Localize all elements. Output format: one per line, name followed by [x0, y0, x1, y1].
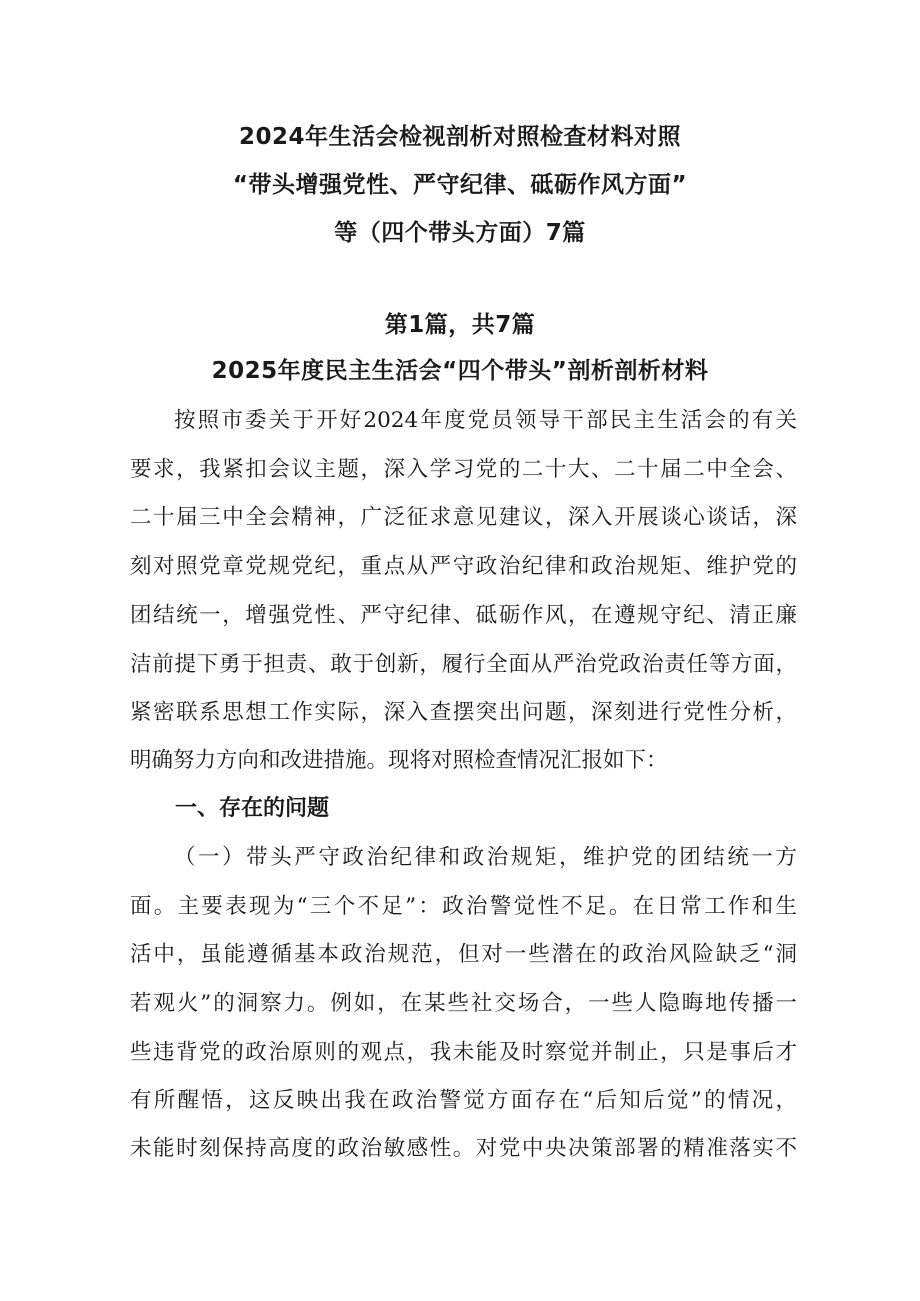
title-line-3: 等（四个带头方面）7篇	[334, 220, 586, 246]
part-label: 第1篇，共7篇	[384, 312, 536, 338]
paragraph-line: 明确努力方向和改进措施。现将对照检查情况汇报如下：	[130, 748, 668, 773]
document-subtitle: 2025年度民主生活会“四个带头”剖析剖析材料	[211, 358, 709, 384]
paragraph-line: 未能时刻保持高度的政治敏感性。对党中央决策部署的精准落实不	[130, 1136, 797, 1161]
paragraph-line: 紧密联系思想工作实际，深入查摆突出问题，深刻进行党性分析，	[130, 700, 797, 725]
section-heading: 一、存在的问题	[175, 796, 330, 821]
paragraph-line: 面。主要表现为“三个不足”：政治警觉性不足。在日常工作和生	[130, 894, 797, 919]
paragraph-line: 团结统一，增强党性、严守纪律、砥砺作风，在遵规守纪、清正廉	[130, 603, 797, 628]
title-line-2: “带头增强党性、严守纪律、砥砺作风方面”	[232, 172, 688, 198]
paragraph-line: 刻对照党章党规党纪，重点从严守政治纪律和政治规矩、维护党的	[130, 554, 797, 579]
paragraph-line: 若观火”的洞察力。例如，在某些社交场合，一些人隐晦地传播一	[130, 991, 797, 1016]
paragraph-line: 二十届三中全会精神，广泛征求意见建议，深入开展谈心谈话，深	[130, 505, 797, 530]
paragraph-line: （一）带头严守政治纪律和政治规矩，维护党的团结统一方	[174, 845, 797, 870]
title-line-1: 2024年生活会检视剖析对照检查材料对照	[238, 124, 681, 150]
paragraph-line: 按照市委关于开好2024年度党员领导干部民主生活会的有关	[174, 408, 797, 433]
paragraph-line: 洁前提下勇于担责、敢于创新，履行全面从严治党政治责任等方面，	[130, 652, 797, 677]
paragraph-line: 活中，虽能遵循基本政治规范，但对一些潜在的政治风险缺乏“洞	[130, 942, 797, 967]
paragraph-line: 些违背党的政治原则的观点，我未能及时察觉并制止，只是事后才	[130, 1040, 797, 1065]
paragraph-line: 要求，我紧扣会议主题，深入学习党的二十大、二十届二中全会、	[130, 457, 797, 482]
paragraph-line: 有所醒悟，这反映出我在政治警觉方面存在“后知后觉”的情况，	[130, 1088, 797, 1113]
